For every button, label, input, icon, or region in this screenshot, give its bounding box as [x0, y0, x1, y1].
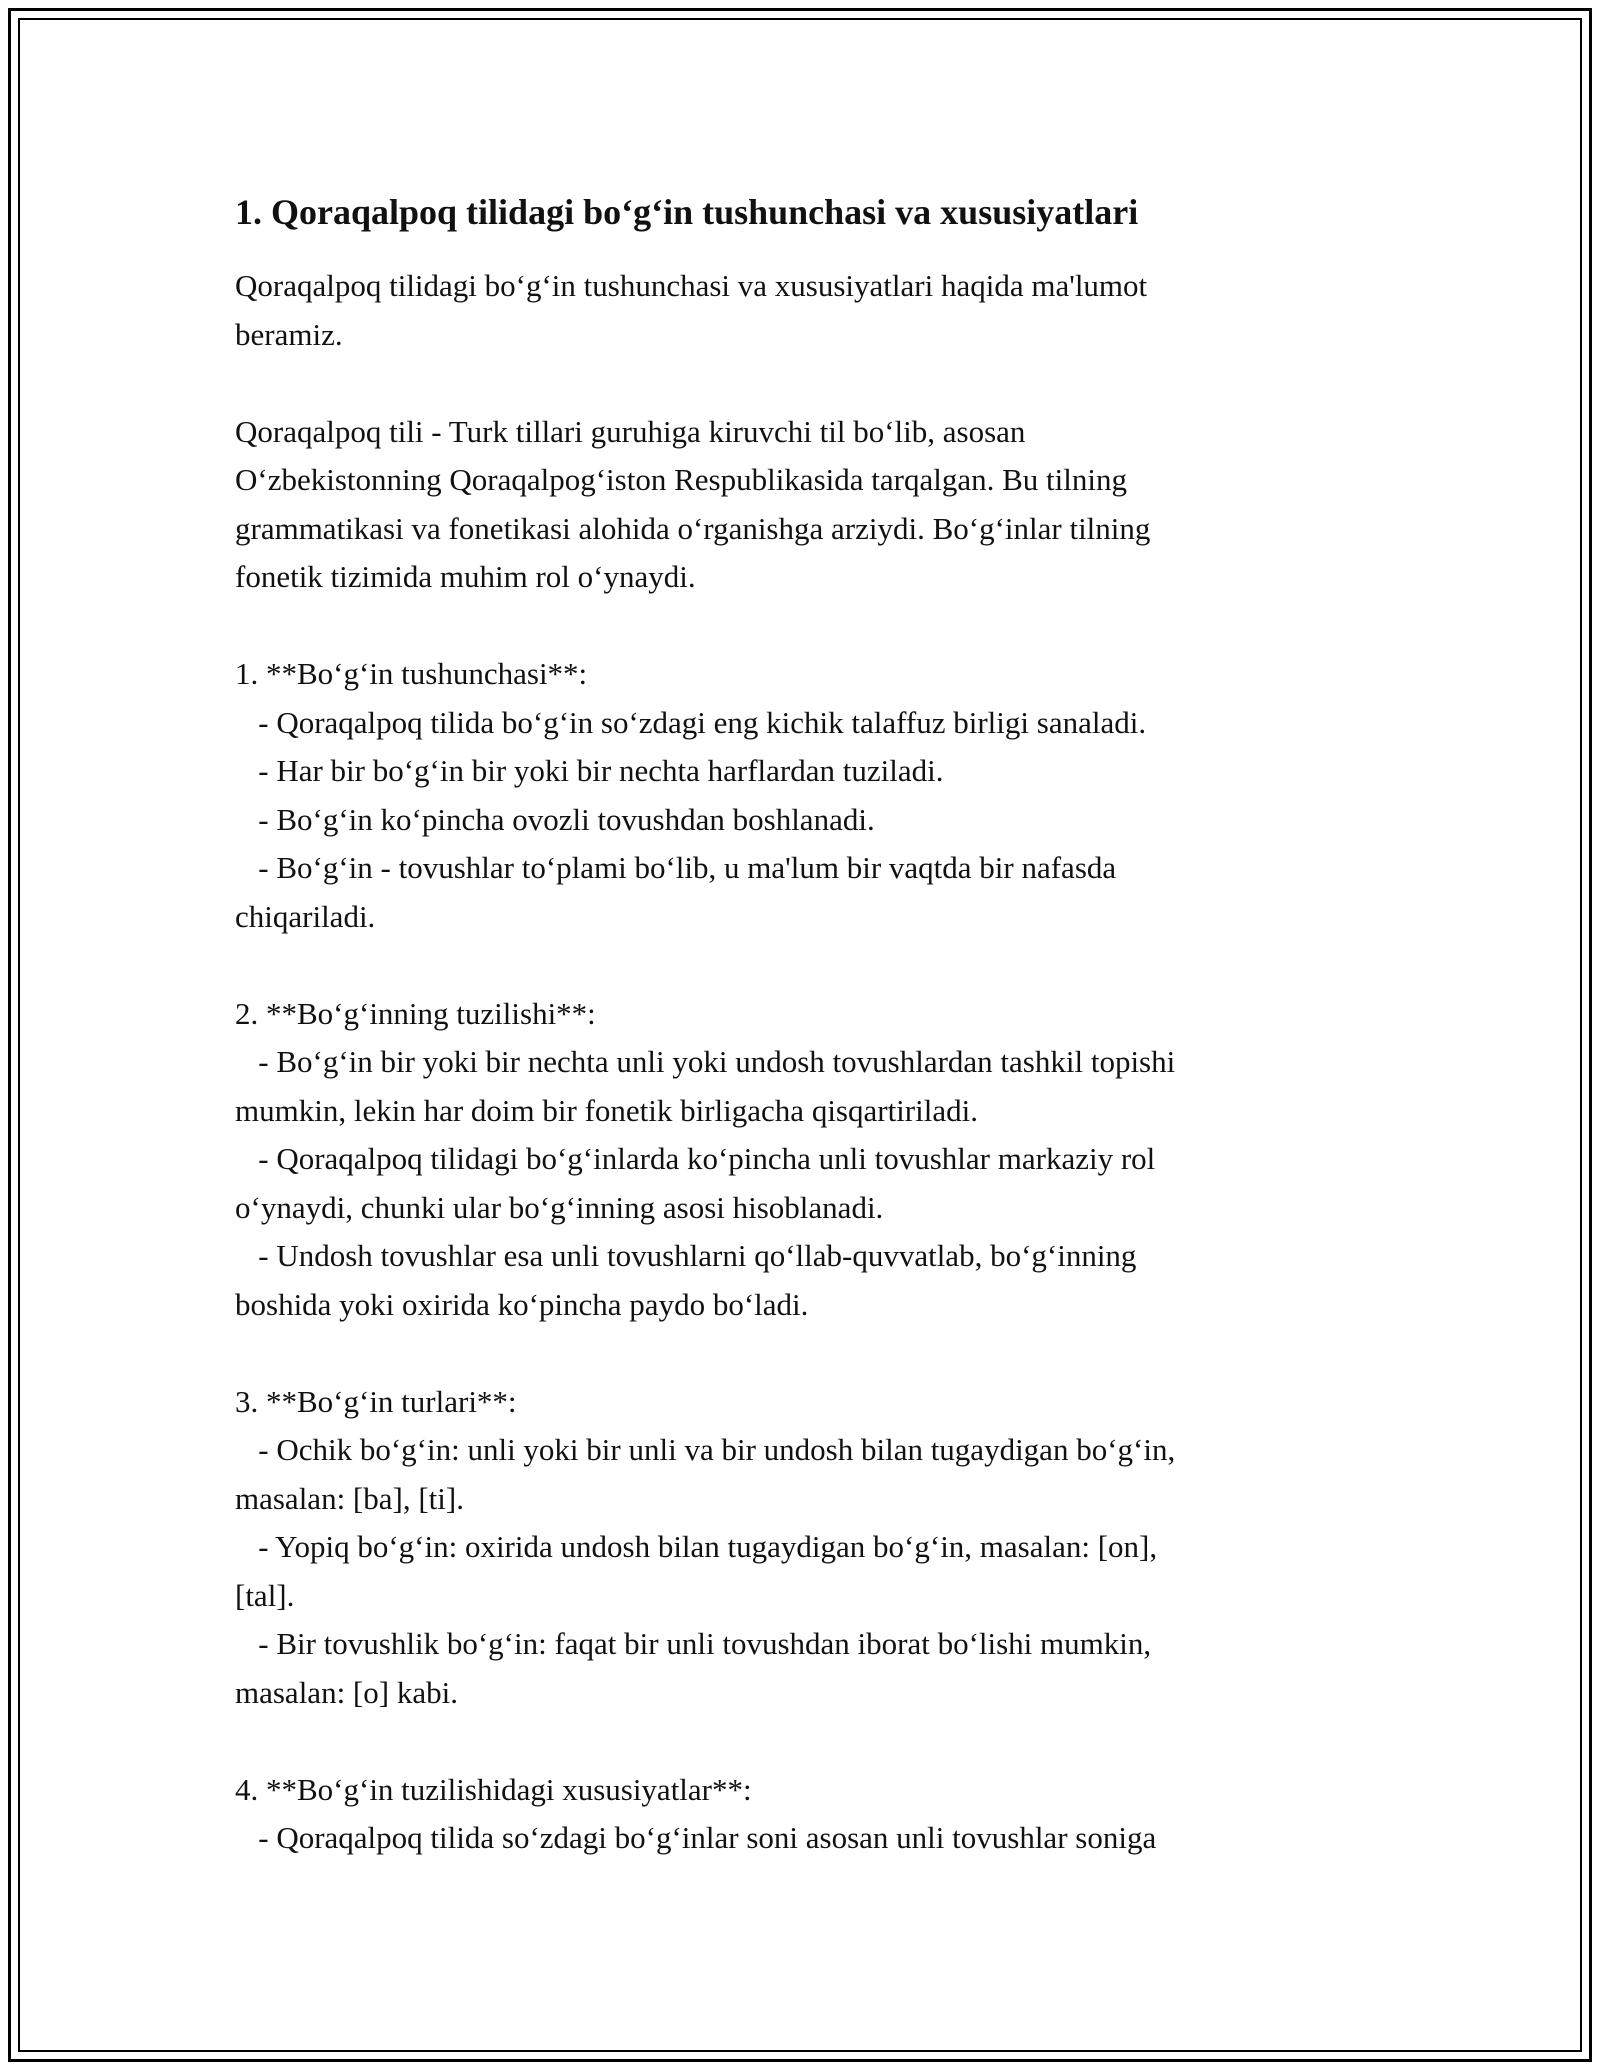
- paragraph: - Qoraqalpoq tilida so‘zdagi bo‘g‘inlar soni asosan unli tovushlar soniga: [235, 1820, 1157, 1855]
- paragraph: - Bo‘g‘in - tovushlar to‘plami bo‘lib, u ma'lum bir vaqtda bir nafasda chiqariladi.: [235, 850, 1117, 934]
- paragraph: - Ochik bo‘g‘in: unli yoki bir unli va bir undosh bilan tugaydigan bo‘g‘in, masalan: [ba], [ti].: [235, 1432, 1176, 1516]
- document-body: [235, 188, 1375, 1863]
- paragraph: 4. **Bo‘g‘in tuzilishidagi xususiyatlar**:: [235, 1771, 752, 1807]
- paragraph: 3. **Bo‘g‘in turlari**:: [235, 1383, 517, 1419]
- paragraph: - Har bir bo‘g‘in bir yoki bir nechta harflardan tuziladi.: [235, 753, 944, 788]
- paragraph: 1. **Bo‘g‘in tushunchasi**:: [235, 656, 588, 691]
- paragraph: Qoraqalpoq tilidagi bo‘g‘in tushunchasi va xususiyatlari haqida ma'lumot beramiz.: [235, 268, 1148, 352]
- paragraph: - Qoraqalpoq tilida bo‘g‘in so‘zdagi eng kichik talaffuz birligi sanaladi.: [235, 704, 1147, 740]
- blank-line: [235, 602, 1375, 651]
- paragraph: - Qoraqalpoq tilidagi bo‘g‘inlarda ko‘pincha unli tovushlar markaziy rol o‘ynaydi, chunki ular bo‘g‘inning asosi hisoblanadi.: [235, 1141, 1156, 1225]
- paragraph: - Undosh tovushlar esa unli tovushlarni qo‘llab-quvvatlab, bo‘g‘inning boshida yoki oxirida ko‘pincha paydo bo‘ladi.: [235, 1238, 1137, 1322]
- document-title: 1. Qoraqalpoq tilidagi bo‘g‘in tushunchasi va xususiyatlari: [235, 192, 1139, 232]
- paragraph: 2. **Bo‘g‘inning tuzilishi**:: [235, 995, 596, 1031]
- blank-line: [235, 941, 1375, 990]
- paragraph: - Bo‘g‘in bir yoki bir nechta unli yoki undosh tovushlardan tashkil topishi mumkin, lekin har doim bir fonetik birligacha qisqartiriladi.: [235, 1044, 1176, 1128]
- blank-line: [235, 1717, 1375, 1766]
- blank-line: [235, 359, 1375, 408]
- paragraph: Qoraqalpoq tili - Turk tillari guruhiga kiruvchi til bo‘lib, asosan O‘zbekistonning Qoraqalpog‘iston Respublikasida tarqalgan. Bu tilning grammatikasi va fonetikasi alohida o‘rganishga arziydi. Bo‘g‘inlar tilning fonetik tizimida muhim rol o‘ynaydi.: [235, 413, 1151, 594]
- paragraph-list: [235, 262, 1375, 1863]
- paragraph: - Yopiq bo‘g‘in: oxirida undosh bilan tugaydigan bo‘g‘in, masalan: [on], [tal].: [235, 1529, 1158, 1613]
- paragraph: - Bir tovushlik bo‘g‘in: faqat bir unli tovushdan iborat bo‘lishi mumkin, masalan: [o] kabi.: [235, 1626, 1152, 1710]
- paragraph: - Bo‘g‘in ko‘pincha ovozli tovushdan boshlanadi.: [235, 801, 875, 837]
- blank-line: [235, 1329, 1375, 1378]
